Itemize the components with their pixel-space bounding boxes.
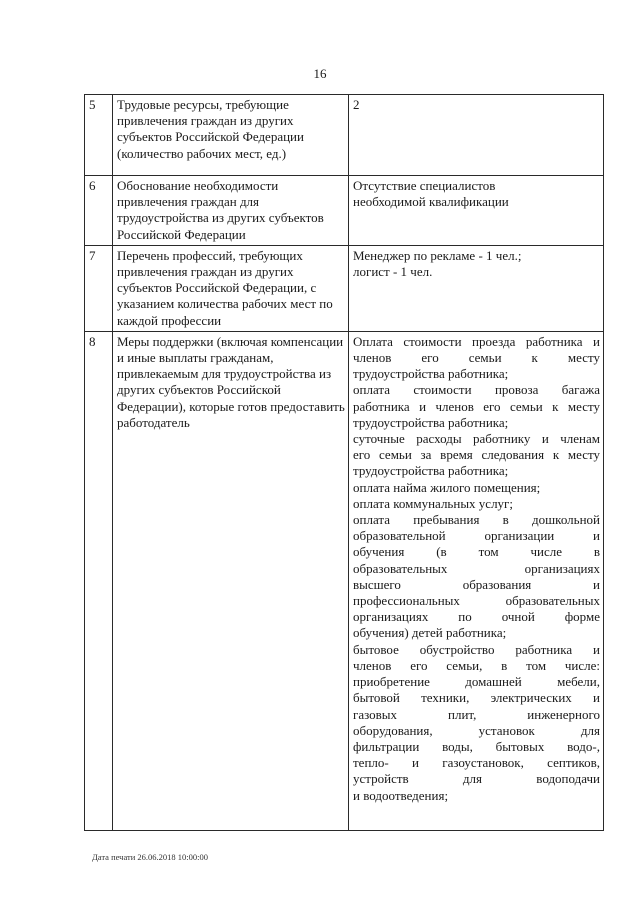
value-line: членов его семьи к месту: [353, 350, 600, 366]
value-line: приобретение домашней мебели,: [353, 674, 600, 690]
value-line: необходимой квалификации: [353, 194, 509, 210]
value-line: бытовой техники, электрических и: [353, 690, 600, 706]
page-number: 16: [313, 66, 327, 81]
row-number: 8: [85, 331, 113, 830]
value-line: профессиональных образовательных: [353, 593, 600, 609]
requirements-table: [84, 94, 604, 831]
value-line: тепло- и газоустановок, септиков,: [353, 755, 600, 771]
value-line: образовательных организациях: [353, 560, 600, 576]
row-label: Перечень профессий, требующих привлечения граждан из других субъектов Российской Федерации, с указанием количества рабочих мест по каждой профессии: [113, 245, 349, 331]
value-line: устройств для водоподачи: [353, 771, 600, 787]
value-line: Оплата стоимости проезда работника и: [353, 333, 600, 349]
value-line: суточные расходы работнику и членам: [353, 431, 600, 447]
value-line: высшего образования и: [353, 576, 600, 592]
value-line: логист - 1 чел.: [353, 264, 433, 280]
value-line: образовательной организации и: [353, 528, 600, 544]
value-line: обучения) детей работника;: [353, 625, 507, 641]
table-row: [85, 245, 604, 331]
value-line: трудоустройства работника;: [353, 414, 509, 430]
value-line: его семьи за время следования к месту: [353, 447, 600, 463]
value-line: 2: [353, 97, 360, 112]
row-value: [349, 245, 604, 331]
value-line: и водоотведения;: [353, 787, 449, 803]
value-line: членов его семьи, в том числе:: [353, 657, 600, 673]
value-line: Отсутствие специалистов: [353, 178, 496, 193]
value-line: Менеджер по рекламе - 1 чел.;: [353, 247, 522, 263]
value-line: организациях по очной форме: [353, 609, 600, 625]
value-line: трудоустройства работника;: [353, 463, 509, 479]
value-line: оплата найма жилого помещения;: [353, 479, 541, 495]
row-number: 5: [85, 95, 113, 176]
table-row: [85, 176, 604, 246]
value-line: трудоустройства работника;: [353, 366, 509, 382]
row-number: 7: [85, 245, 113, 331]
value-line: фильтрации воды, бытовых водо-,: [353, 738, 600, 754]
value-line: бытовое обустройство работника и: [353, 641, 600, 657]
table-row: [85, 331, 604, 830]
row-label: Трудовые ресурсы, требующие привлечения граждан из других субъектов Российской Федерации (количество рабочих мест, ед.): [113, 95, 349, 176]
row-label: Обоснование необходимости привлечения граждан для трудоустройства из других субъектов Российской Федерации: [113, 176, 349, 246]
value-line: оплата коммунальных услуг;: [353, 495, 513, 511]
value-line: обучения (в том числе в: [353, 544, 600, 560]
row-value: [349, 331, 604, 830]
value-line: оплата стоимости провоза багажа: [353, 382, 600, 398]
print-date-footer: Дата печати 26.06.2018 10:00:00: [92, 852, 208, 862]
value-line: оплата пребывания в дошкольной: [353, 512, 600, 528]
row-value: [349, 176, 604, 246]
value-line: работника и членов его семьи к месту: [353, 398, 600, 414]
row-number: 6: [85, 176, 113, 246]
row-value: [349, 95, 604, 176]
value-line: оборудования, установок для: [353, 722, 600, 738]
value-line: газовых плит, инженерного: [353, 706, 600, 722]
table-row: [85, 95, 604, 176]
row-label: Меры поддержки (включая компенсации и иные выплаты гражданам, привлекаемым для трудоустройства из других субъектов Российской Федерации), которые готов предоставить работодатель: [113, 331, 349, 830]
